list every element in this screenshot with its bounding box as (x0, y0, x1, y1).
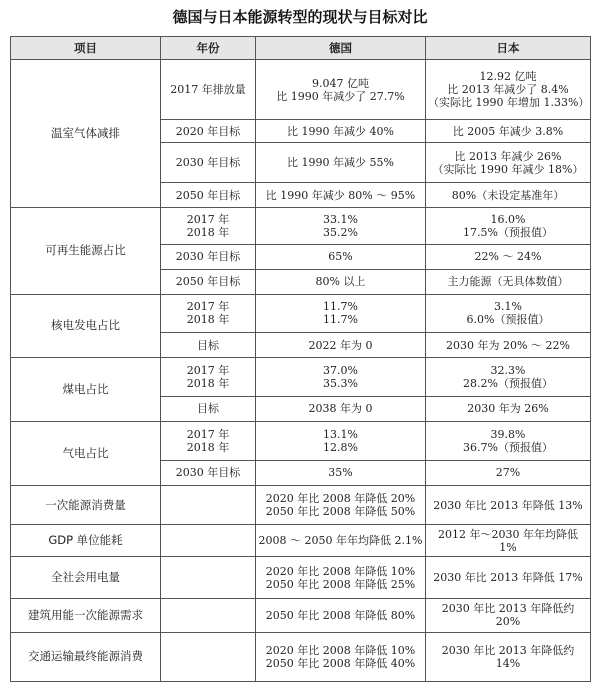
japan-cell: 39.8% 36.7%（预报值） (426, 422, 591, 460)
category-gas: 气电占比 (11, 422, 161, 486)
page-title: 德国与日本能源转型的现状与目标对比 (172, 8, 428, 26)
japan-cell: 3.1% 6.0%（预报值） (426, 294, 591, 332)
category-renewable: 可再生能源占比 (11, 208, 161, 294)
germany-cell: 13.1% 12.8% (256, 422, 426, 460)
table-row (11, 294, 591, 332)
table-row (11, 598, 591, 632)
table-row (11, 525, 591, 557)
japan-cell: 2012 年～2030 年年均降低 1% (426, 525, 591, 557)
year-cell (161, 557, 256, 599)
year-cell: 2017 年 2018 年 (161, 208, 256, 244)
japan-cell: 27% (426, 460, 591, 486)
germany-cell: 2020 年比 2008 年降低 20% 2050 年比 2008 年降低 50% (256, 486, 426, 525)
japan-cell: 2030 年比 2013 年降低约 20% (426, 598, 591, 632)
germany-cell: 2038 年为 0 (256, 396, 426, 422)
year-cell: 2017 年 2018 年 (161, 294, 256, 332)
japan-cell: 主力能源（无具体数值） (426, 270, 591, 294)
year-cell: 2050 年目标 (161, 182, 256, 208)
japan-cell: 32.3% 28.2%（预报值） (426, 358, 591, 396)
category-transport-energy: 交通运输最终能源消费 (11, 632, 161, 681)
germany-cell: 37.0% 35.3% (256, 358, 426, 396)
germany-cell: 11.7% 11.7% (256, 294, 426, 332)
table-row (11, 358, 591, 396)
year-cell: 2017 年 2018 年 (161, 358, 256, 396)
header-row (11, 37, 591, 60)
japan-cell: 16.0% 17.5%（预报值） (426, 208, 591, 244)
year-cell: 目标 (161, 332, 256, 358)
year-cell: 2030 年目标 (161, 244, 256, 270)
table-row (11, 486, 591, 525)
header-japan: 日本 (426, 37, 591, 60)
category-ghg: 温室气体减排 (11, 60, 161, 208)
germany-cell: 比 1990 年减少 40% (256, 120, 426, 143)
year-cell: 2030 年目标 (161, 460, 256, 486)
header-germany: 德国 (256, 37, 426, 60)
category-primary-energy: 一次能源消费量 (11, 486, 161, 525)
category-coal: 煤电占比 (11, 358, 161, 422)
year-cell: 2017 年 2018 年 (161, 422, 256, 460)
germany-cell: 2022 年为 0 (256, 332, 426, 358)
germany-cell: 2008 ～ 2050 年年均降低 2.1% (256, 525, 426, 557)
japan-cell: 80%（未设定基准年） (426, 182, 591, 208)
germany-cell: 比 1990 年减少 55% (256, 143, 426, 182)
category-nuclear: 核电发电占比 (11, 294, 161, 358)
year-cell (161, 598, 256, 632)
year-cell: 2030 年目标 (161, 143, 256, 182)
year-cell: 2020 年目标 (161, 120, 256, 143)
table-row (11, 208, 591, 244)
japan-cell: 2030 年比 2013 年降低 13% (426, 486, 591, 525)
category-building-energy: 建筑用能一次能源需求 (11, 598, 161, 632)
japan-cell: 12.92 亿吨 比 2013 年减少了 8.4% （实际比 1990 年增加 1.33%） (426, 60, 591, 120)
japan-cell: 2030 年为 26% (426, 396, 591, 422)
germany-cell: 9.047 亿吨 比 1990 年减少了 27.7% (256, 60, 426, 120)
year-cell: 2017 年排放量 (161, 60, 256, 120)
germany-cell: 65% (256, 244, 426, 270)
japan-cell: 2030 年比 2013 年降低约 14% (426, 632, 591, 681)
germany-cell: 比 1990 年减少 80% ～ 95% (256, 182, 426, 208)
table-row (11, 60, 591, 120)
germany-cell: 2020 年比 2008 年降低 10% 2050 年比 2008 年降低 40% (256, 632, 426, 681)
category-gdp-intensity: GDP 单位能耗 (11, 525, 161, 557)
table-row (11, 557, 591, 599)
table-row (11, 632, 591, 681)
japan-cell: 22% ～ 24% (426, 244, 591, 270)
year-cell (161, 486, 256, 525)
header-item: 项目 (11, 37, 161, 60)
germany-cell: 33.1% 35.2% (256, 208, 426, 244)
japan-cell: 2030 年为 20% ～ 22% (426, 332, 591, 358)
japan-cell: 比 2005 年减少 3.8% (426, 120, 591, 143)
year-cell: 2050 年目标 (161, 270, 256, 294)
germany-cell: 35% (256, 460, 426, 486)
table-row (11, 422, 591, 460)
header-year: 年份 (161, 37, 256, 60)
germany-cell: 2050 年比 2008 年降低 80% (256, 598, 426, 632)
japan-cell: 比 2013 年减少 26% （实际比 1990 年减少 18%） (426, 143, 591, 182)
germany-cell: 80% 以上 (256, 270, 426, 294)
comparison-table (10, 36, 591, 682)
germany-cell: 2020 年比 2008 年降低 10% 2050 年比 2008 年降低 25% (256, 557, 426, 599)
japan-cell: 2030 年比 2013 年降低 17% (426, 557, 591, 599)
year-cell (161, 632, 256, 681)
year-cell (161, 525, 256, 557)
year-cell: 目标 (161, 396, 256, 422)
category-electricity: 全社会用电量 (11, 557, 161, 599)
